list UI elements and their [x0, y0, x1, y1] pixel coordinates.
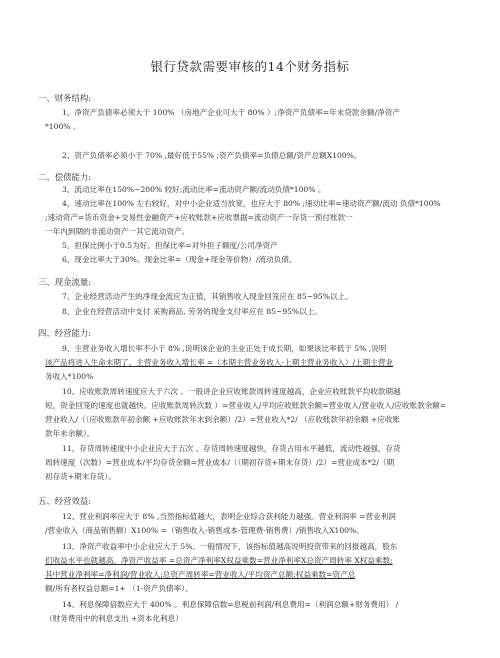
body-line: 9、主营业务收入增长率不小于 8% ,说明该企业的主业正处于成长期，如果该比率低于 5% ,说明 [62, 344, 387, 353]
body-line: 11、存货周转速度中小企业应大于五次 。存货周转速度越快，存货占用水平越低，流动性越强，存货 [62, 444, 401, 453]
body-line: 短，资金回笼的速度也就越快。应收账款周转次数 ）=营业收入/平均应收账款余额=营业收入/营业收入/应收账款余额= [45, 401, 447, 410]
body-line: 周转速度（次数）=营业成本/平均存货余额=营业成本/（（期初存货+期末存货）/2）=营业成本*2/（期 [45, 458, 395, 467]
body-line: 12、营业利润率应大于 8% ,当然指标值越大，表明企业综合获利能力越强。营业利润率 =营业利润 [62, 512, 396, 521]
body-line: 2、资产负债率必须小于 70% ,最好低于55% ;资产负债率=负债总额/资产总额X100%。 [62, 151, 362, 160]
body-line: 10、应收账款周转速度应大于六次 。一般讲企业应收账款周转速度越高，企业应收账款平均收款期越 [62, 387, 401, 396]
body-line: 4、速动比率在100% 左右较好，对中小企业适当放宽，也应大于 80% ;速动比率=速动资产额/流动 负债*100% [62, 199, 441, 208]
body-line: 务收入*100% [45, 372, 94, 381]
section-heading-financial-structure: 一、财务结构: [38, 93, 92, 103]
body-line: *100% 。 [45, 122, 81, 131]
body-line: 款年末余额）。 [45, 429, 95, 438]
section-heading-cash-flow: 三、现金流量: [38, 277, 92, 287]
section-heading-operating-capacity: 四、经营能力: [38, 328, 92, 338]
section-heading-operating-efficiency: 五、经营效益: [38, 496, 92, 506]
body-line: 7、企业经营活动产生的净现金流应为正值，其销售收入现金回笼应在 85~95%以上。 [62, 292, 353, 301]
body-line: 额/所有者权益总额=1+ （1-资产负债率）。 [45, 584, 193, 593]
body-line: 1、净资产负债率必须大于 100% （房地产企业可大于 80% ）;净资产负债率=年末贷款余额/净资产 [62, 108, 400, 117]
body-line: /营业收入（商品销售额）X100% =（销售收入-销售成本-管理费-销售费）/销售收入X100%。 [45, 526, 364, 535]
body-line: 其中营业净利率=净利润/营业收入;总资产周转率=营业收入/平均资产总额;权益乘数=资产总 [45, 570, 356, 579]
body-line: 13、净资产收益率中小企业应大于 5%。一般情况下，该指标值越高说明投资带来的回报越高，股东 [62, 542, 398, 551]
body-line: （财务费用中的利息支出 +资本化利息） [45, 614, 183, 623]
body-line: 该产品将进入生命末期了。主营业务收入增长率 =（本期主营业务收入-上期主营业务收入）/上期主营业 [45, 358, 394, 367]
body-line: 一年内到期的非流动资产一其它流动资产。 [45, 227, 190, 236]
body-line: ;速动资产=货币资金+交易性金融资产+应收账款+应收票据=流动资产一存货一预付账款一 [45, 213, 353, 222]
body-line: 营业收入/（（应收账款年初余额 +应收账款年末到余额）/2）=营业收入*2/ （应收账款年初余额 +应收账 [45, 415, 401, 424]
section-heading-solvency: 二、偿债能力: [38, 172, 92, 182]
body-line: 8、企业在经营活动中支付 采购商品, 劳务的现金支付率应在 85~95%以上。 [62, 307, 323, 316]
body-line: 初存货+期末存货）。 [45, 472, 116, 481]
body-line: 14、利息保障倍数应大于 400% 。利息保障倍数=息税前利润/利息费用=（利润总额+财务费用） / [62, 600, 399, 609]
document-title: 银行贷款需要审核的14个财务指标 [150, 59, 350, 74]
body-line: 5、担保比例小于0.5为好。担保比率=对外担子额度/公司净资产 [62, 241, 278, 250]
body-line: 3、流动比率在150%~200% 较好;流动比率=流动资产额/流动负债*100% 。 [62, 185, 326, 194]
body-line: 们收益水平也就越高。净资产收益率 =总资产净利率X权益乘数=营业净利率X总资产周转率 X权益乘数; [45, 556, 393, 565]
body-line: 6、现金比率大于30%。现金比率=（现金+现金等价物）/流动负债。 [62, 255, 297, 264]
